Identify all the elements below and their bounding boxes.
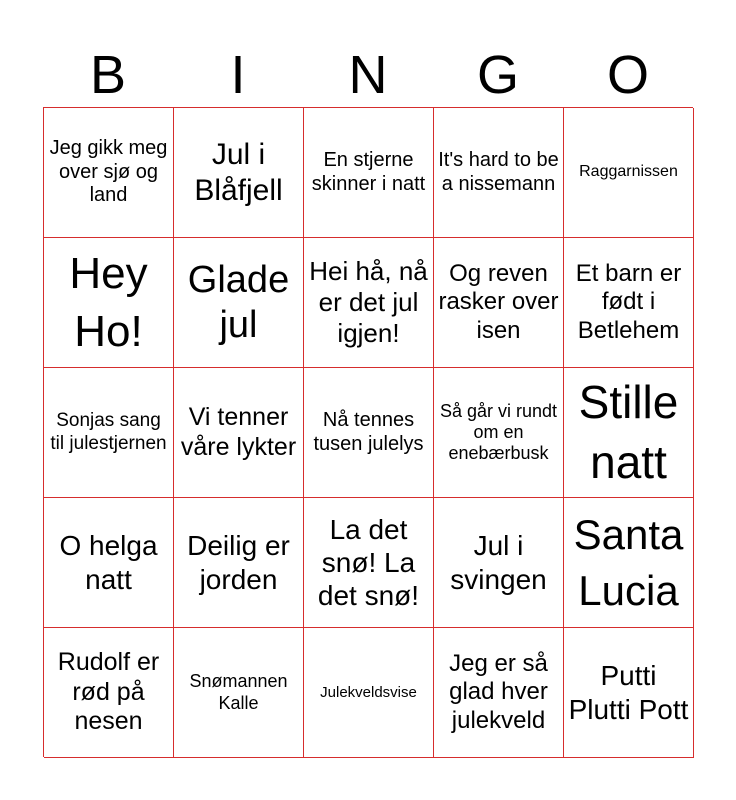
bingo-cell-r2-c3[interactable]: Hei hå, nå er det jul igjen! (304, 238, 434, 368)
bingo-cell-r2-c4[interactable]: Og reven rasker over isen (434, 238, 564, 368)
header-letter-g: G (476, 45, 519, 105)
bingo-cell-r5-c2[interactable]: Snømannen Kalle (174, 628, 304, 758)
bingo-cell-r2-c2[interactable]: Glade jul (174, 238, 304, 368)
header-letter-i: I (230, 45, 246, 105)
bingo-cell-r3-c2[interactable]: Vi tenner våre lykter (174, 368, 304, 498)
bingo-cell-r5-c1[interactable]: Rudolf er rød på nesen (44, 628, 174, 758)
bingo-cell-r1-c3[interactable]: En stjerne skinner i natt (304, 108, 434, 238)
bingo-cell-r5-c4[interactable]: Jeg er så glad hver julekveld (434, 628, 564, 758)
bingo-cell-r2-c5[interactable]: Et barn er født i Betlehem (564, 238, 694, 368)
bingo-cell-r4-c3[interactable]: La det snø! La det snø! (304, 498, 434, 628)
header-letter-b: B (89, 45, 127, 105)
bingo-board (43, 107, 693, 757)
bingo-cell-r1-c4[interactable]: It's hard to be a nissemann (434, 108, 564, 238)
bingo-cell-r3-c4[interactable]: Så går vi rundt om en enebærbusk (434, 368, 564, 498)
bingo-cell-r4-c1[interactable]: O helga natt (44, 498, 174, 628)
bingo-cell-r4-c4[interactable]: Jul i svingen (434, 498, 564, 628)
bingo-cell-r1-c2[interactable]: Jul i Blåfjell (174, 108, 304, 238)
bingo-cell-r1-c1[interactable]: Jeg gikk meg over sjø og land (44, 108, 174, 238)
header-letter-o: O (606, 45, 649, 105)
bingo-cell-r3-c3[interactable]: Nå tennes tusen julelys (304, 368, 434, 498)
bingo-cell-r4-c5[interactable]: Santa Lucia (564, 498, 694, 628)
header-letter-n: N (348, 45, 388, 105)
bingo-cell-r4-c2[interactable]: Deilig er jorden (174, 498, 304, 628)
bingo-cell-r5-c5[interactable]: Putti Plutti Pott (564, 628, 694, 758)
bingo-cell-r5-c3[interactable]: Julekveldsvise (304, 628, 434, 758)
bingo-header (43, 44, 693, 106)
bingo-cell-r2-c1[interactable]: Hey Ho! (44, 238, 174, 368)
bingo-cell-r1-c5[interactable]: Raggarnissen (564, 108, 694, 238)
bingo-cell-r3-c5[interactable]: Stille natt (564, 368, 694, 498)
bingo-cell-r3-c1[interactable]: Sonjas sang til julestjernen (44, 368, 174, 498)
